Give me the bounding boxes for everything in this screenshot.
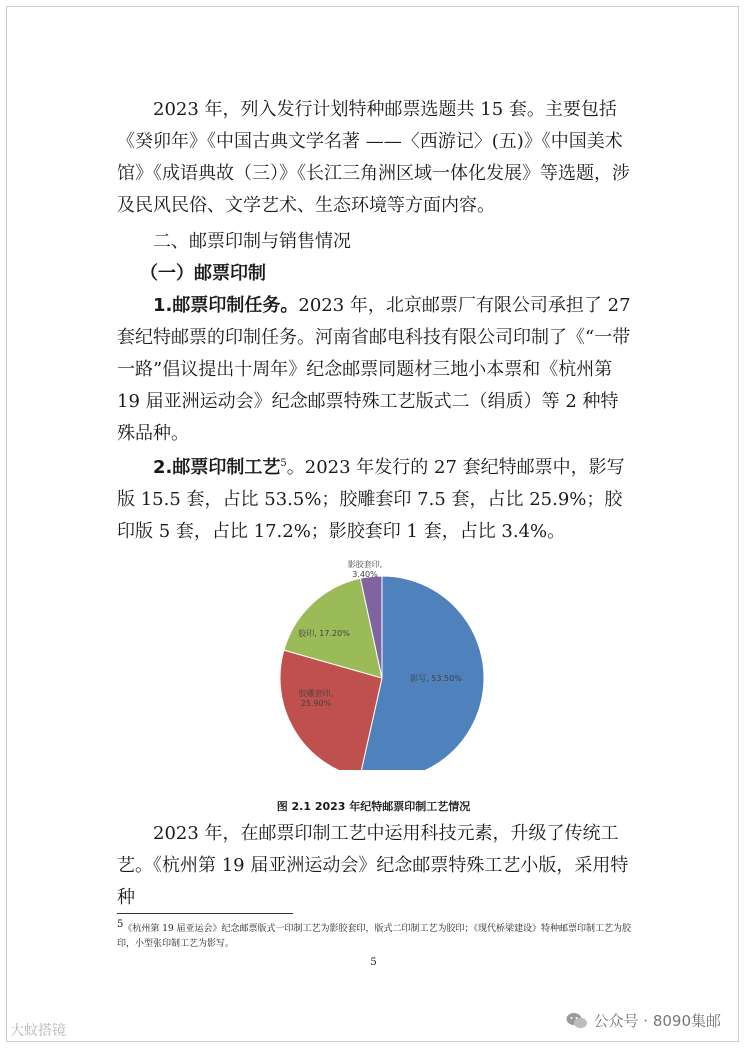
subsection-heading: （一）邮票印制: [140, 263, 266, 284]
pie-label-1: 胶雕套印, 25.90%: [298, 689, 334, 708]
chart-caption: 图 2.1 2023 年纪特邮票印制工艺情况: [276, 800, 471, 813]
footnote-rule: [117, 913, 293, 914]
footnote-marker: 5: [280, 458, 287, 469]
watermark-right-text: 公众号 · 8090集邮: [593, 1012, 721, 1030]
pie-chart: [268, 550, 508, 770]
paragraph-printing-tasks: [117, 290, 632, 450]
pie-label-3: 影胶套印, 3.40%: [347, 560, 383, 579]
pie-label-0: 影写, 53.50%: [410, 674, 462, 683]
printing-tasks-text: 2023 年，北京邮票厂有限公司承担了 27 套纪特邮票的印制任务。河南省邮电科技有限公司印制了《“一带一路”倡议提出十周年》纪念邮票同题材三地小本票和《杭州第 19 届亚洲运动会》纪念邮票特殊工艺版式二（绢质）等 2 种特殊品种。: [117, 295, 631, 444]
paragraph-printing-process: [117, 452, 632, 548]
paragraph-tech-upgrade: 2023 年，在邮票印制工艺中运用科技元素，升级了传统工艺。《杭州第 19 届亚洲运动会》纪念邮票特殊工艺小版，采用特种: [117, 823, 629, 908]
pie-label-2: 胶印, 17.20%: [298, 629, 350, 638]
printing-process-text: 。2023 年发行的 27 套纪特邮票中，影写版 15.5 套，占比 53.5%；胶雕套印 7.5 套，占比 25.9%；胶印版 5 套，占比 17.2%；影胶套印 1 套，占比 3.4%。: [117, 457, 625, 542]
watermark-right: [566, 1010, 721, 1031]
paragraph-stamp-topics: 2023 年，列入发行计划特种邮票选题共 15 套。主要包括《癸卯年》《中国古典文学名著 ——〈西游记〉(五)》《中国美术馆》《成语典故（三）》《长江三角洲区域一体化发展》等选题，涉及民风民俗、文学艺术、生态环境等方面内容。: [117, 99, 630, 216]
footnote: [117, 919, 632, 952]
wechat-icon: [566, 1012, 588, 1030]
watermark-left: 大蚊搭镜: [10, 1023, 66, 1039]
page-number: 5: [370, 957, 377, 968]
printing-process-label: 2.邮票印制工艺: [153, 457, 281, 478]
footnote-number: 5: [117, 919, 124, 930]
section-heading: 二、邮票印制与销售情况: [153, 231, 351, 252]
printing-tasks-label: 1.邮票印制任务。: [153, 295, 299, 316]
footnote-text: 《杭州第 19 届亚运会》纪念邮票版式一印制工艺为影胶套印，版式二印制工艺为胶印；《现代桥梁建设》特种邮票印制工艺为胶印，小型张印制工艺为影写。: [117, 924, 632, 949]
